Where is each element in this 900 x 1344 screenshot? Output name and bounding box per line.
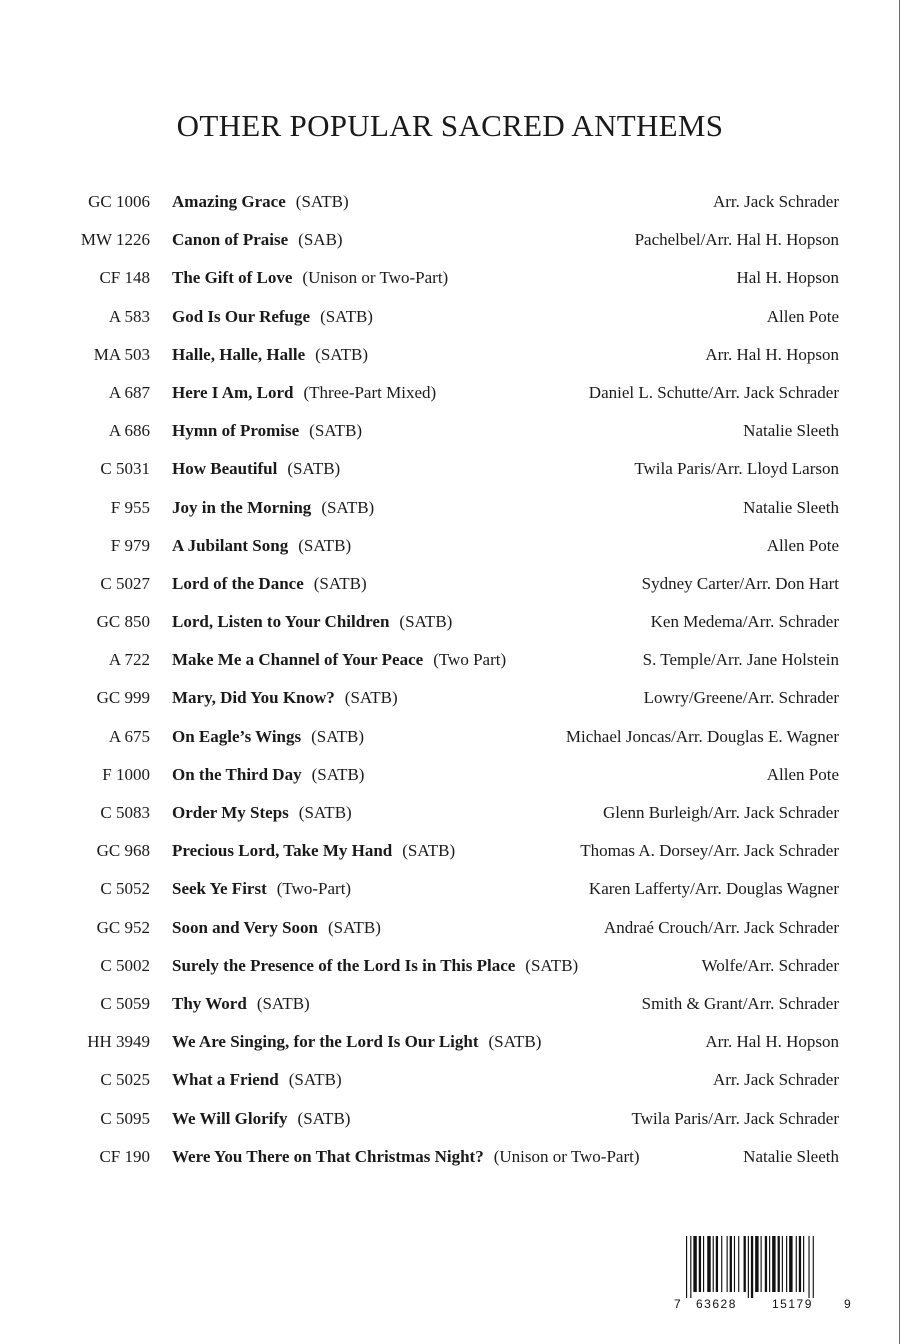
anthem-row <box>0 684 900 722</box>
anthem-title: What a Friend <box>172 1070 279 1090</box>
anthem-title-group <box>172 799 352 827</box>
anthem-row <box>0 1028 900 1066</box>
anthem-title: Make Me a Channel of Your Peace <box>172 650 424 670</box>
anthem-title: On the Third Day <box>172 764 302 784</box>
anthem-row <box>0 264 900 302</box>
anthem-title-group <box>172 455 340 483</box>
catalog-code: C 5059 <box>100 993 150 1013</box>
catalog-code: C 5052 <box>100 879 150 899</box>
page-title: OTHER POPULAR SACRED ANTHEMS <box>176 108 724 143</box>
anthem-row <box>0 990 900 1028</box>
anthem-voicing: (SATB) <box>288 1070 342 1090</box>
anthem-row <box>0 1105 900 1143</box>
anthem-credit: Daniel L. Schutte/Arr. Jack Schrader <box>588 382 839 402</box>
anthem-credit: Allen Pote <box>766 306 839 326</box>
catalog-code: GC 850 <box>96 612 150 632</box>
anthem-voicing: (SATB) <box>315 344 369 364</box>
barcode-bar <box>778 1236 780 1292</box>
anthem-title-group <box>172 837 455 865</box>
anthem-title-group <box>172 1105 350 1133</box>
barcode-bar <box>755 1236 758 1292</box>
anthem-title: Mary, Did You Know? <box>172 688 335 708</box>
barcode-left-group: 63628 <box>696 1297 737 1311</box>
anthem-title-group <box>172 264 448 292</box>
barcode-bar <box>721 1236 722 1292</box>
catalog-code: F 955 <box>110 497 150 517</box>
anthem-credit: S. Temple/Arr. Jane Holstein <box>642 650 839 670</box>
anthem-row <box>0 417 900 455</box>
anthem-row <box>0 303 900 341</box>
anthem-voicing: (SATB) <box>313 573 367 593</box>
anthem-title: The Gift of Love <box>172 268 293 288</box>
barcode-bar <box>789 1236 792 1292</box>
catalog-code: F 1000 <box>102 764 150 784</box>
anthem-voicing: (SATB) <box>287 459 341 479</box>
anthem-credit: Michael Joncas/Arr. Douglas E. Wagner <box>565 726 839 746</box>
anthem-title: Joy in the Morning <box>172 497 312 517</box>
anthem-row <box>0 952 900 990</box>
anthem-credit: Arr. Jack Schrader <box>712 1070 839 1090</box>
barcode-bar <box>738 1236 739 1292</box>
anthem-row <box>0 570 900 608</box>
catalog-code: HH 3949 <box>87 1032 150 1052</box>
anthem-voicing: (SATB) <box>399 612 453 632</box>
catalog-code: CF 190 <box>99 1146 150 1166</box>
anthem-credit: Twila Paris/Arr. Lloyd Larson <box>634 459 839 479</box>
barcode-bar <box>734 1236 735 1292</box>
anthem-credit: Arr. Hal H. Hopson <box>705 344 839 364</box>
anthem-title-group <box>172 608 452 636</box>
anthem-title-group <box>172 684 398 712</box>
anthem-voicing: (SATB) <box>525 955 579 975</box>
anthem-row <box>0 532 900 570</box>
anthem-title: Amazing Grace <box>172 192 286 211</box>
anthem-title: We Are Singing, for the Lord Is Our Light <box>172 1032 479 1052</box>
anthem-voicing: (SATB) <box>488 1032 542 1052</box>
barcode-bar <box>769 1236 770 1292</box>
anthem-credit: Allen Pote <box>766 764 839 784</box>
anthem-row <box>0 914 900 952</box>
anthem-credit: Hal H. Hopson <box>736 268 839 288</box>
anthem-title: Hymn of Promise <box>172 421 300 441</box>
barcode-bar <box>799 1236 801 1292</box>
anthem-title-group <box>172 952 578 980</box>
anthem-title: Order My Steps <box>172 803 289 822</box>
anthem-row <box>0 1066 900 1104</box>
barcode-bar <box>744 1236 746 1292</box>
anthem-voicing: (SATB) <box>295 192 349 211</box>
anthem-row <box>0 723 900 761</box>
anthem-title: Were You There on That Christmas Night? <box>172 1146 484 1166</box>
catalog-code: C 5095 <box>100 1108 150 1128</box>
barcode-bar <box>727 1236 728 1292</box>
anthem-credit: Natalie Sleeth <box>743 1146 839 1166</box>
anthem-title-group <box>172 341 368 369</box>
barcode-bar <box>690 1236 691 1298</box>
barcode <box>676 1236 856 1318</box>
anthem-title: Lord, Listen to Your Children <box>172 612 390 632</box>
anthem-title: On Eagle’s Wings <box>172 726 302 746</box>
anthem-voicing: (SATB) <box>256 993 310 1013</box>
anthem-title-group <box>172 188 349 216</box>
anthem-credit: Thomas A. Dorsey/Arr. Jack Schrader <box>580 841 839 861</box>
barcode-bar <box>703 1236 704 1292</box>
catalog-code: GC 1006 <box>88 192 150 211</box>
anthem-title: Thy Word <box>172 993 247 1013</box>
anthem-voicing: (SATB) <box>402 841 456 861</box>
anthem-title-group <box>172 1028 541 1056</box>
anthem-credit: Lowry/Greene/Arr. Schrader <box>643 688 839 708</box>
barcode-bar <box>796 1236 797 1292</box>
anthem-row <box>0 799 900 837</box>
anthem-title-group <box>172 761 364 789</box>
anthem-title-group <box>172 723 364 751</box>
anthem-credit: Andraé Crouch/Arr. Jack Schrader <box>603 917 839 937</box>
barcode-bar <box>765 1236 767 1292</box>
barcode-bar <box>699 1236 701 1292</box>
anthem-title: We Will Glorify <box>172 1108 288 1128</box>
anthem-row <box>0 379 900 417</box>
anthem-list <box>0 188 900 1181</box>
catalog-code: MA 503 <box>93 344 150 364</box>
anthem-credit: Natalie Sleeth <box>743 421 839 441</box>
anthem-credit: Glenn Burleigh/Arr. Jack Schrader <box>602 803 839 822</box>
anthem-credit: Arr. Hal H. Hopson <box>705 1032 839 1052</box>
catalog-code: C 5027 <box>100 573 150 593</box>
anthem-title-group <box>172 303 373 331</box>
anthem-credit: Pachelbel/Arr. Hal H. Hopson <box>634 230 839 250</box>
anthem-row <box>0 875 900 913</box>
anthem-voicing: (SATB) <box>327 917 381 937</box>
anthem-voicing: (SATB) <box>298 803 352 822</box>
anthem-voicing: (SAB) <box>298 230 343 250</box>
anthem-credit: Allen Pote <box>766 535 839 555</box>
anthem-title-group <box>172 875 351 903</box>
catalog-code: CF 148 <box>99 268 150 288</box>
anthem-title-group <box>172 646 506 674</box>
anthem-title: A Jubilant Song <box>172 535 289 555</box>
barcode-bar <box>786 1236 787 1292</box>
anthem-title: Halle, Halle, Halle <box>172 344 306 364</box>
barcode-bar <box>772 1236 775 1292</box>
anthem-voicing: (SATB) <box>298 535 352 555</box>
anthem-credit: Karen Lafferty/Arr. Douglas Wagner <box>588 879 839 899</box>
anthem-title-group <box>172 1143 640 1171</box>
anthem-row <box>0 646 900 684</box>
barcode-check-digit: 9 <box>844 1297 851 1311</box>
catalog-code: C 5002 <box>100 955 150 975</box>
anthem-credit: Ken Medema/Arr. Schrader <box>650 612 839 632</box>
anthem-credit: Wolfe/Arr. Schrader <box>701 955 839 975</box>
catalog-code: C 5025 <box>100 1070 150 1090</box>
anthem-title-group <box>172 570 367 598</box>
anthem-row <box>0 341 900 379</box>
catalog-code: A 722 <box>108 650 150 670</box>
catalog-code: GC 952 <box>96 917 150 937</box>
anthem-voicing: (Unison or Two-Part) <box>493 1146 640 1166</box>
anthem-title: Precious Lord, Take My Hand <box>172 841 393 861</box>
anthem-voicing: (SATB) <box>309 421 363 441</box>
barcode-bar <box>813 1236 814 1298</box>
catalog-code: A 583 <box>108 306 150 326</box>
anthem-row <box>0 455 900 493</box>
barcode-right-group: 15179 <box>772 1297 813 1311</box>
anthem-credit: Twila Paris/Arr. Jack Schrader <box>631 1108 839 1128</box>
anthem-title: Here I Am, Lord <box>172 382 294 402</box>
anthem-voicing: (SATB) <box>311 764 365 784</box>
catalog-code: MW 1226 <box>80 230 150 250</box>
anthem-voicing: (SATB) <box>311 726 365 746</box>
anthem-title: Soon and Very Soon <box>172 917 318 937</box>
anthem-title: God Is Our Refuge <box>172 306 311 326</box>
barcode-bar <box>748 1236 749 1298</box>
barcode-bar <box>693 1236 696 1292</box>
anthem-voicing: (SATB) <box>344 688 398 708</box>
barcode-bar <box>716 1236 718 1292</box>
anthem-voicing: (Three-Part Mixed) <box>303 382 437 402</box>
barcode-bar <box>803 1236 804 1292</box>
anthem-credit: Smith & Grant/Arr. Schrader <box>641 993 839 1013</box>
barcode-bar <box>707 1236 710 1292</box>
catalog-code: A 687 <box>108 382 150 402</box>
barcode-bar <box>782 1236 783 1292</box>
anthem-title-group <box>172 379 436 407</box>
barcode-bars <box>676 1236 856 1300</box>
anthem-credit: Natalie Sleeth <box>743 497 839 517</box>
anthem-row <box>0 494 900 532</box>
barcode-bar <box>761 1236 762 1292</box>
anthem-title-group <box>172 532 351 560</box>
barcode-lead-digit: 7 <box>674 1297 681 1311</box>
anthem-title: Canon of Praise <box>172 230 289 250</box>
anthem-title-group <box>172 417 362 445</box>
anthem-title-group <box>172 990 310 1018</box>
anthem-voicing: (Two Part) <box>433 650 507 670</box>
anthem-title-group <box>172 914 381 942</box>
anthem-title: Surely the Presence of the Lord Is in This Place <box>172 955 516 975</box>
anthem-voicing: (SATB) <box>297 1108 351 1128</box>
anthem-title: Seek Ye First <box>172 879 267 899</box>
barcode-bar <box>713 1236 714 1292</box>
anthem-credit: Sydney Carter/Arr. Don Hart <box>641 573 839 593</box>
anthem-title: Lord of the Dance <box>172 573 304 593</box>
barcode-bar <box>730 1236 732 1292</box>
anthem-voicing: (Unison or Two-Part) <box>302 268 449 288</box>
anthem-title-group <box>172 1066 342 1094</box>
catalog-code: GC 999 <box>96 688 150 708</box>
anthem-title-group <box>172 226 343 254</box>
anthem-row <box>0 1143 900 1181</box>
anthem-row <box>0 608 900 646</box>
catalog-code: C 5083 <box>100 803 150 822</box>
anthem-row <box>0 837 900 875</box>
barcode-bar <box>751 1236 753 1298</box>
anthem-voicing: (Two-Part) <box>276 879 352 899</box>
anthem-title-group <box>172 494 374 522</box>
anthem-row <box>0 188 900 226</box>
catalog-code: C 5031 <box>100 459 150 479</box>
anthem-credit: Arr. Jack Schrader <box>712 192 839 211</box>
anthem-row <box>0 761 900 799</box>
barcode-bar <box>686 1236 687 1298</box>
anthem-row <box>0 226 900 264</box>
anthem-voicing: (SATB) <box>321 497 375 517</box>
catalog-code: A 686 <box>108 421 150 441</box>
catalog-code: GC 968 <box>96 841 150 861</box>
catalog-code: F 979 <box>110 535 150 555</box>
catalog-code: A 675 <box>108 726 150 746</box>
anthem-title: How Beautiful <box>172 459 278 479</box>
anthem-voicing: (SATB) <box>320 306 373 326</box>
barcode-bar <box>808 1236 809 1298</box>
